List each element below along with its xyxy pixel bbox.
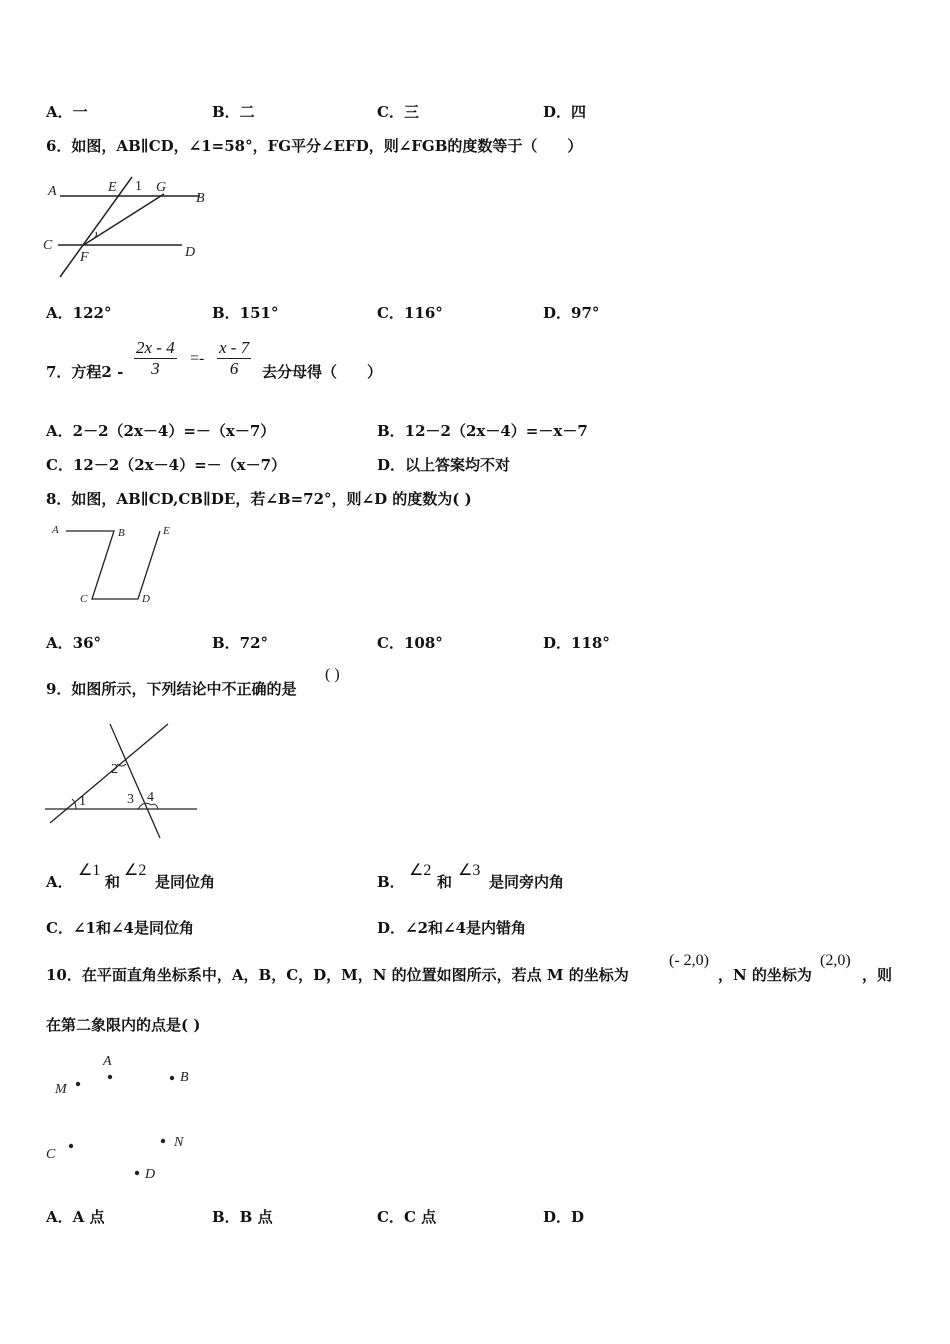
q7-frac2-numerator: x - 7 [219, 338, 250, 357]
q6-fig-label-c: C [43, 238, 53, 253]
q10-point-c [69, 1144, 73, 1148]
q8-option-d: D．118° [543, 634, 610, 652]
q6-fig-label-b: B [196, 191, 205, 206]
q6-option-a: A．122° [46, 304, 112, 322]
q10-coord-m: (- 2,0) [669, 952, 709, 969]
q9-option-b-label: B． [377, 873, 405, 891]
q8-option-a: A．36° [46, 634, 102, 652]
q7-option-d: D．以上答案均不对 [377, 456, 511, 474]
q9-figure [40, 720, 210, 845]
q10-stem-part3: ，则 [862, 966, 893, 984]
q7-option-c: C．12－2（2x－4）=－（x－7） [46, 456, 287, 474]
q10-option-c: C．C 点 [377, 1208, 437, 1226]
q8-fig-label-a: A [52, 524, 59, 536]
q5-option-c: C．三 [377, 103, 419, 121]
q9-option-c: C．∠1和∠4是同位角 [46, 919, 194, 937]
q9-option-d: D．∠2和∠4是内错角 [377, 919, 527, 937]
q7-frac2-denominator: 6 [229, 359, 239, 378]
q10-option-b: B．B 点 [212, 1208, 273, 1226]
q6-fig-label-f: F [80, 250, 89, 265]
q8-fig-label-b: B [118, 527, 125, 539]
q7-option-b: B．12－2（2x－4）=－x－7 [377, 422, 588, 440]
q6-fig-label-g: G [156, 180, 167, 195]
q10-point-a [108, 1075, 112, 1079]
q10-figure [40, 1048, 220, 1188]
q9-fig-label-2: 2 [111, 762, 118, 777]
q7-frac1-numerator: 2x - 4 [136, 338, 175, 357]
q9-fig-label-1: 1 [79, 794, 86, 809]
q7-equals: =- [190, 350, 205, 367]
q9-option-b-angle1: ∠2 [409, 862, 432, 879]
q9-option-a-and: 和 [105, 873, 121, 891]
q10-point-b [170, 1076, 174, 1080]
q9-fig-label-4: 4 [147, 790, 154, 805]
q5-option-b: B．二 [212, 103, 255, 121]
q10-fig-label-m: M [55, 1082, 67, 1097]
q9-stem: 9．如图所示，下列结论中不正确的是 [46, 680, 297, 698]
q10-fig-label-d: D [145, 1167, 156, 1182]
q7-fraction-1 [134, 338, 177, 379]
q10-option-d: D．D [543, 1208, 585, 1226]
q10-fig-label-c: C [46, 1147, 56, 1162]
q10-fig-label-a: A [103, 1054, 112, 1069]
q6-fig-label-1: 1 [135, 179, 142, 194]
q5-option-a: A．一 [46, 103, 88, 121]
q6-stem: 6．如图，AB∥CD，∠1=58°，FG平分∠EFD，则∠FGB的度数等于（ ） [46, 137, 583, 155]
q9-option-a-tail: 是同位角 [155, 873, 216, 891]
q7-frac1-denominator: 3 [151, 359, 160, 378]
q10-fig-label-b: B [180, 1070, 189, 1085]
q9-option-b-tail: 是同旁内角 [489, 873, 565, 891]
q7-option-a: A．2－2（2x－4）=－（x－7） [46, 422, 276, 440]
q8-figure [40, 520, 190, 610]
q9-option-a-angle2: ∠2 [124, 862, 147, 879]
q6-figure [40, 172, 220, 282]
q10-point-m [76, 1082, 80, 1086]
q6-fig-label-d: D [185, 245, 196, 260]
q10-point-n [161, 1139, 165, 1143]
q9-answer-paren: ( ) [325, 666, 340, 683]
q10-stem-part2: ，N 的坐标为 [718, 966, 812, 984]
q8-stem: 8．如图，AB∥CD,CB∥DE，若∠B=72°，则∠D 的度数为( ) [46, 490, 472, 508]
q10-point-d [135, 1171, 139, 1175]
q10-stem-part4: 在第二象限内的点是( ) [46, 1016, 201, 1034]
q9-option-b-and: 和 [437, 873, 453, 891]
q5-option-d: D．四 [543, 103, 587, 121]
q6-option-d: D．97° [543, 304, 600, 322]
q9-fig-label-3: 3 [127, 792, 134, 807]
q9-option-a-label: A． [46, 873, 73, 891]
q8-fig-label-d: D [142, 593, 150, 605]
q10-stem-part1: 10．在平面直角坐标系中，A，B，C，D，M，N 的位置如图所示，若点 M 的坐标为 [46, 966, 629, 984]
q7-fraction-2 [217, 338, 251, 379]
q9-option-a-angle1: ∠1 [78, 862, 101, 879]
q8-option-b: B．72° [212, 634, 269, 652]
q9-option-b-angle2: ∠3 [458, 862, 481, 879]
q8-fig-label-e: E [163, 525, 170, 537]
q8-fig-label-c: C [80, 593, 88, 605]
q10-coord-n: (2,0) [820, 952, 851, 969]
q7-stem-tail: 去分母得（ ） [262, 363, 383, 381]
q7-stem-lead: 7．方程2 - [46, 363, 124, 381]
q6-fig-label-a: A [48, 184, 57, 199]
q8-option-c: C．108° [377, 634, 443, 652]
q10-fig-label-n: N [174, 1135, 184, 1150]
q10-option-a: A．A 点 [46, 1208, 105, 1226]
q6-fig-label-e: E [108, 180, 117, 195]
q6-option-b: B．151° [212, 304, 279, 322]
q6-option-c: C．116° [377, 304, 443, 322]
